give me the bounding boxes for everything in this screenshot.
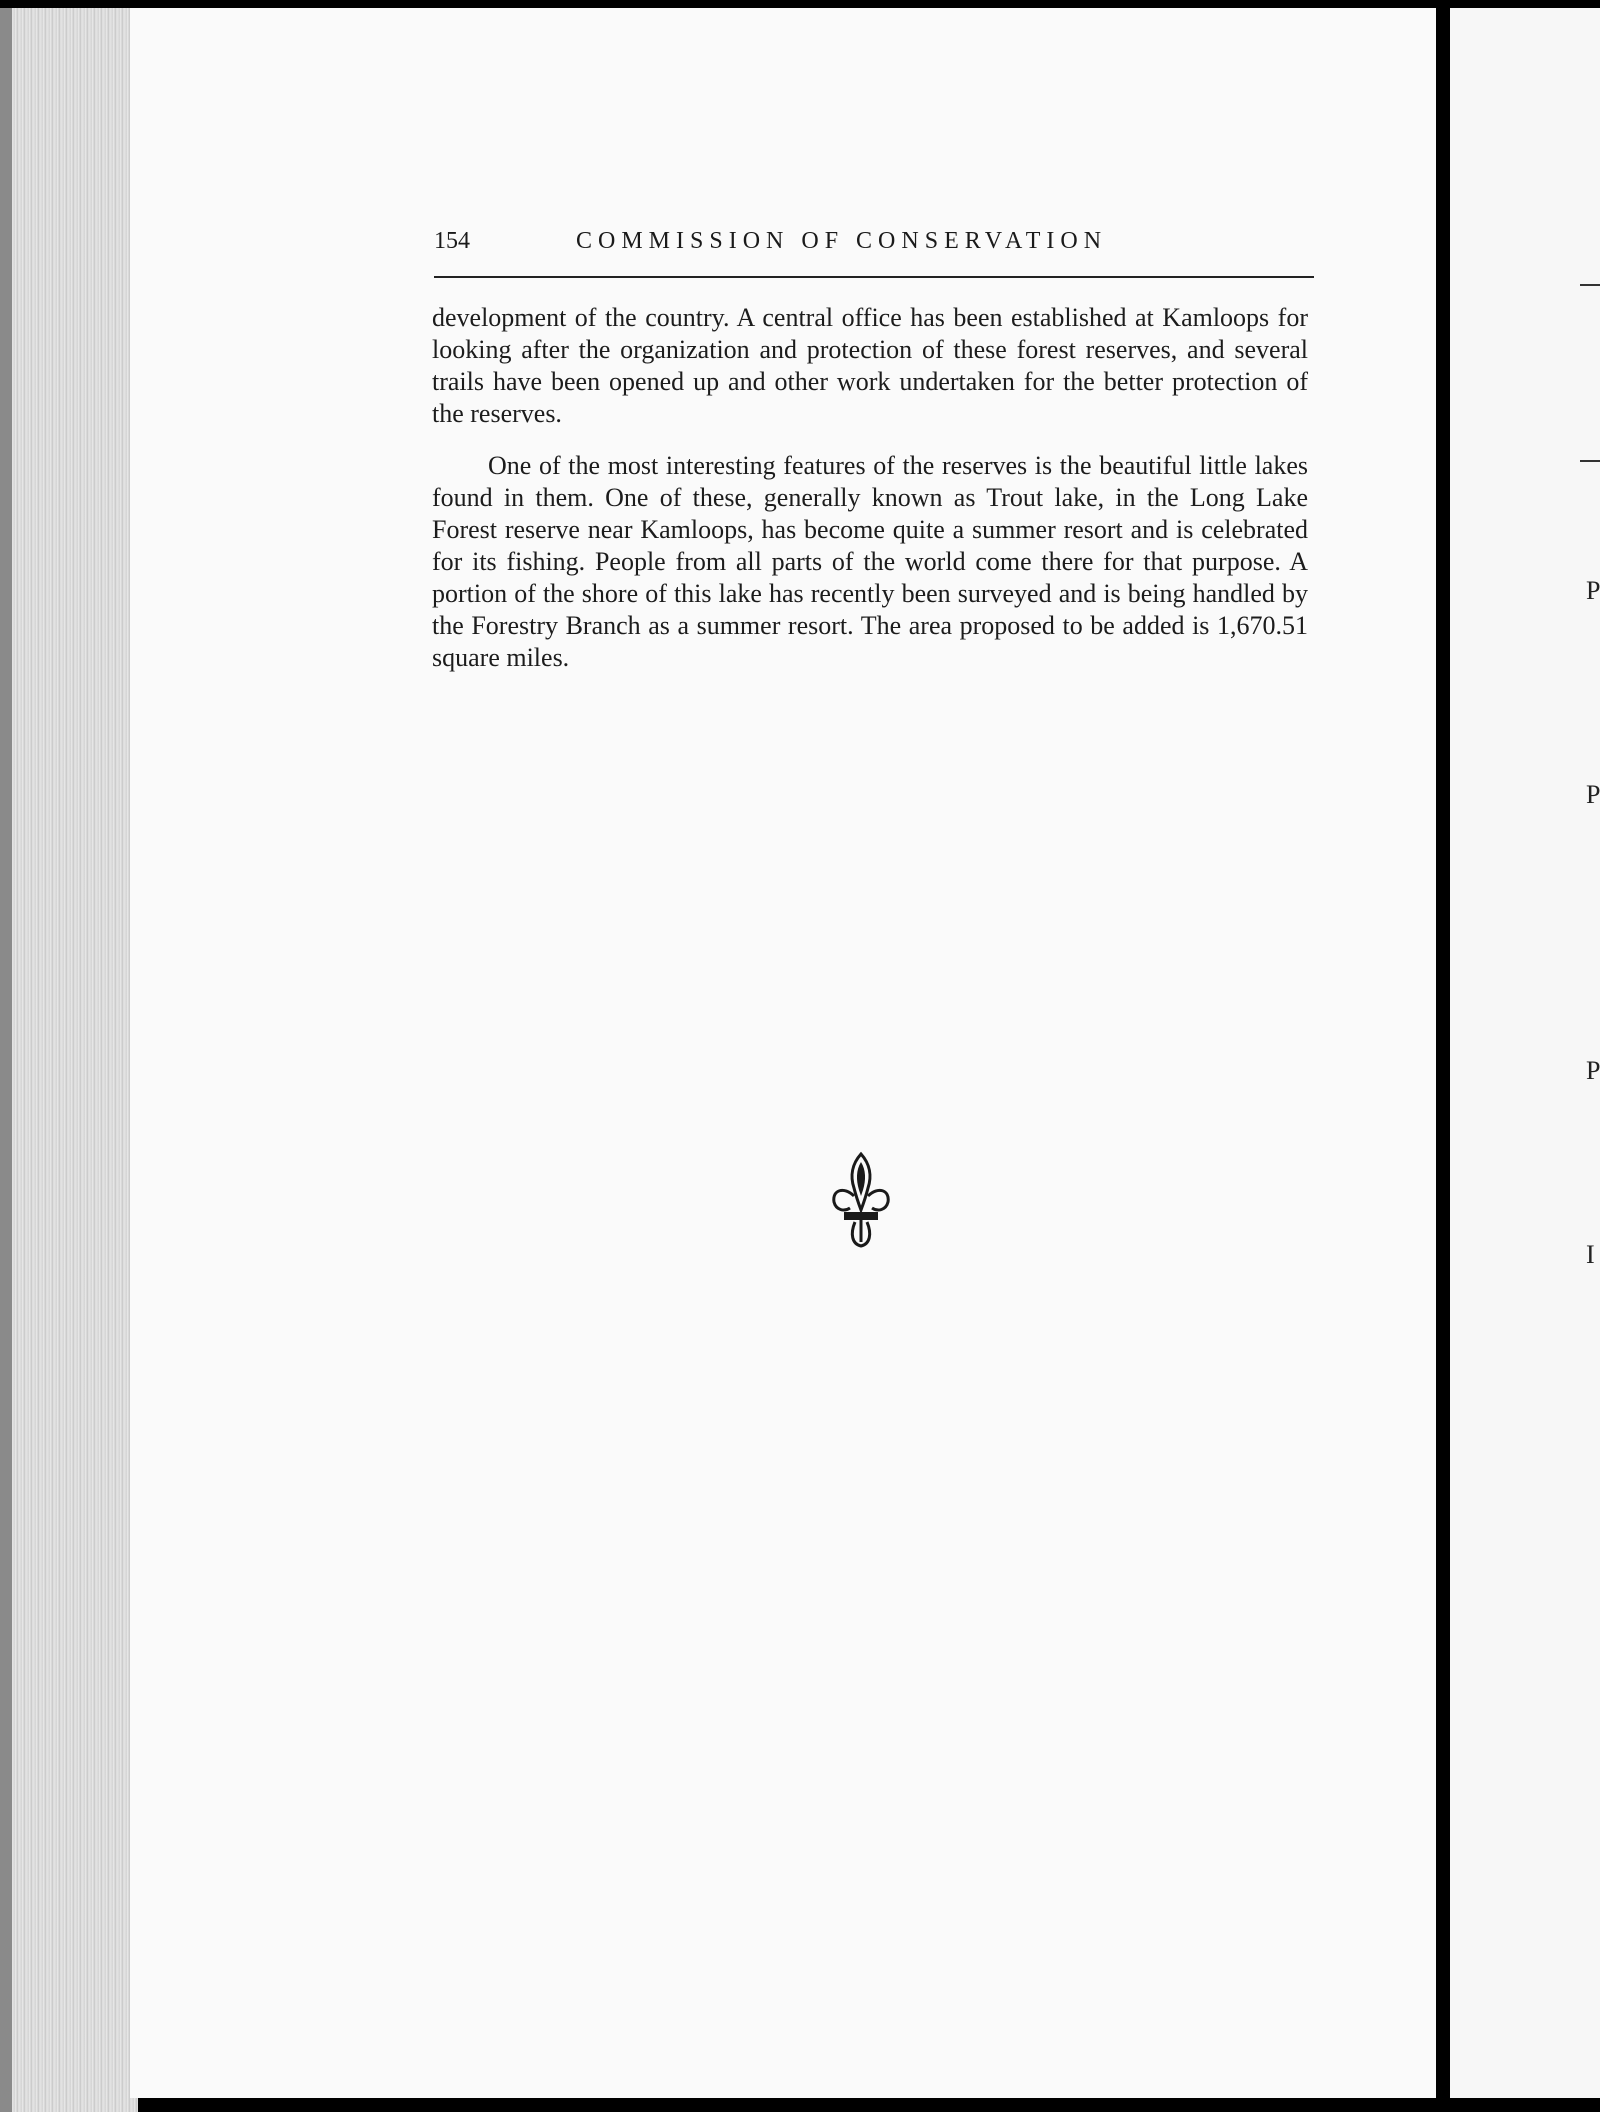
page-gutter [1436,0,1450,2112]
facing-page-rule [1580,284,1600,286]
facing-page-letter: P [1586,1056,1600,1085]
body-text [432,302,1308,694]
fleur-de-lis-icon [828,1150,894,1250]
running-header [434,228,1314,264]
paragraph: development of the country. A central office has been established at Kamloops for looking after the organization and protection of these forest reserves, and several trails have been opened up and other work undertaken for the better protection of the reserves. [432,303,1308,428]
facing-page-letter: I [1586,1240,1595,1269]
header-rule [434,276,1314,278]
running-title: COMMISSION OF CONSERVATION [576,228,1108,254]
spine-shadow [0,8,12,2112]
page-number: 154 [434,228,470,254]
facing-page-letter: P [1586,576,1600,605]
facing-page-rule [1580,460,1600,462]
book-spine-edges [0,8,138,2112]
facing-page-edge [1450,8,1600,2098]
facing-page-letter: P [1586,780,1600,809]
paragraph: One of the most interesting features of the reserves is the beautiful little lakes found in them. One of these, generally known as Trout lake, in the Long Lake Forest reserve near Kamloops, has become quite a summer resort and is celebrated for its fishing. People from all parts of the world come there for that purpose. A portion of the shore of this lake has recently been surveyed and is being handled by the Forestry Branch as a summer resort. The area proposed to be added is 1,670.51 square miles. [432,451,1308,672]
